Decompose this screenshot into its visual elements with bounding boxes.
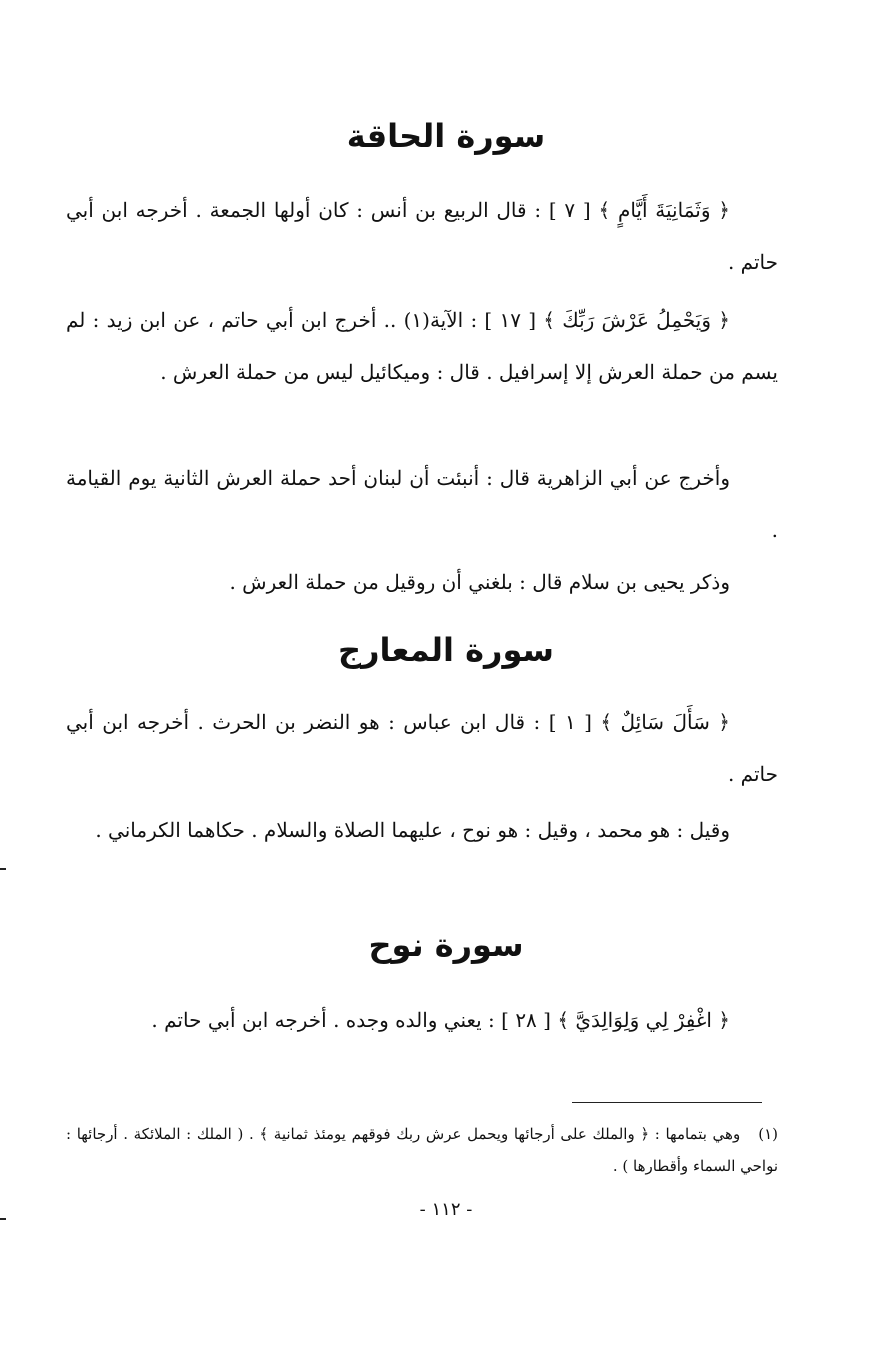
paragraph-text: وقيل : هو محمد ، وقيل : هو نوح ، عليهما الصلاة والسلام . حكاهما الكرماني .	[95, 818, 730, 842]
paragraph	[66, 452, 778, 556]
page-number: - ١١٢ -	[419, 1199, 473, 1220]
scan-margin-mark	[0, 868, 6, 870]
section-title-al-haqqa: سورة الحاقة	[346, 117, 546, 155]
paragraph	[66, 804, 778, 856]
section-title-nuh: سورة نوح	[368, 926, 524, 964]
paragraph-text: ﴿ سَأَلَ سَائِلٌ ﴾ [ ١ ] : قال ابن عباس : هو النضر بن الحرث . أخرجه ابن أبي حاتم .	[66, 710, 778, 786]
paragraph	[66, 994, 778, 1046]
footnote-text: وهي بتمامها : ﴿ والملك على أرجائها ويحمل عرش ربك فوقهم يومئذ ثمانية ﴾ . ( الملك : الملائكة . أرجائها : نواحي السماء وأقطارها ) .	[66, 1125, 778, 1175]
paragraph-text: ﴿ اغْفِرْ لِي وَلِوَالِدَيَّ ﴾ [ ٢٨ ] : يعني والده وجده . أخرجه ابن أبي حاتم .	[151, 1008, 730, 1032]
scan-margin-mark	[0, 1218, 6, 1220]
paragraph	[66, 696, 778, 800]
paragraph	[66, 294, 778, 398]
footnote	[66, 1118, 778, 1182]
section-title-al-maarij: سورة المعارج	[338, 631, 554, 669]
paragraph-text: وأخرج عن أبي الزاهرية قال : أنبئت أن لبنان أحد حملة العرش الثانية يوم القيامة .	[66, 466, 778, 542]
paragraph	[66, 556, 778, 608]
paragraph-text: وذكر يحيى بن سلام قال : بلغني أن روقيل من حملة العرش .	[229, 570, 730, 594]
footnote-rule	[572, 1102, 762, 1103]
paragraph-text: ﴿ وَثَمَانِيَةَ أَيَّامٍ ﴾ [ ٧ ] : قال الربيع بن أنس : كان أولها الجمعة . أخرجه ابن أبي حاتم .	[66, 198, 778, 274]
paragraph	[66, 184, 778, 288]
footnote-number: (١)	[758, 1125, 778, 1143]
paragraph-text: ﴿ وَيَحْمِلُ عَرْشَ رَبِّكَ ﴾ [ ١٧ ] : الآية(١) .. أخرج ابن أبي حاتم ، عن ابن زيد : لم يسم من حملة العرش إلا إسرافيل . قال : وميكائيل ليس من حملة العرش .	[66, 308, 778, 384]
